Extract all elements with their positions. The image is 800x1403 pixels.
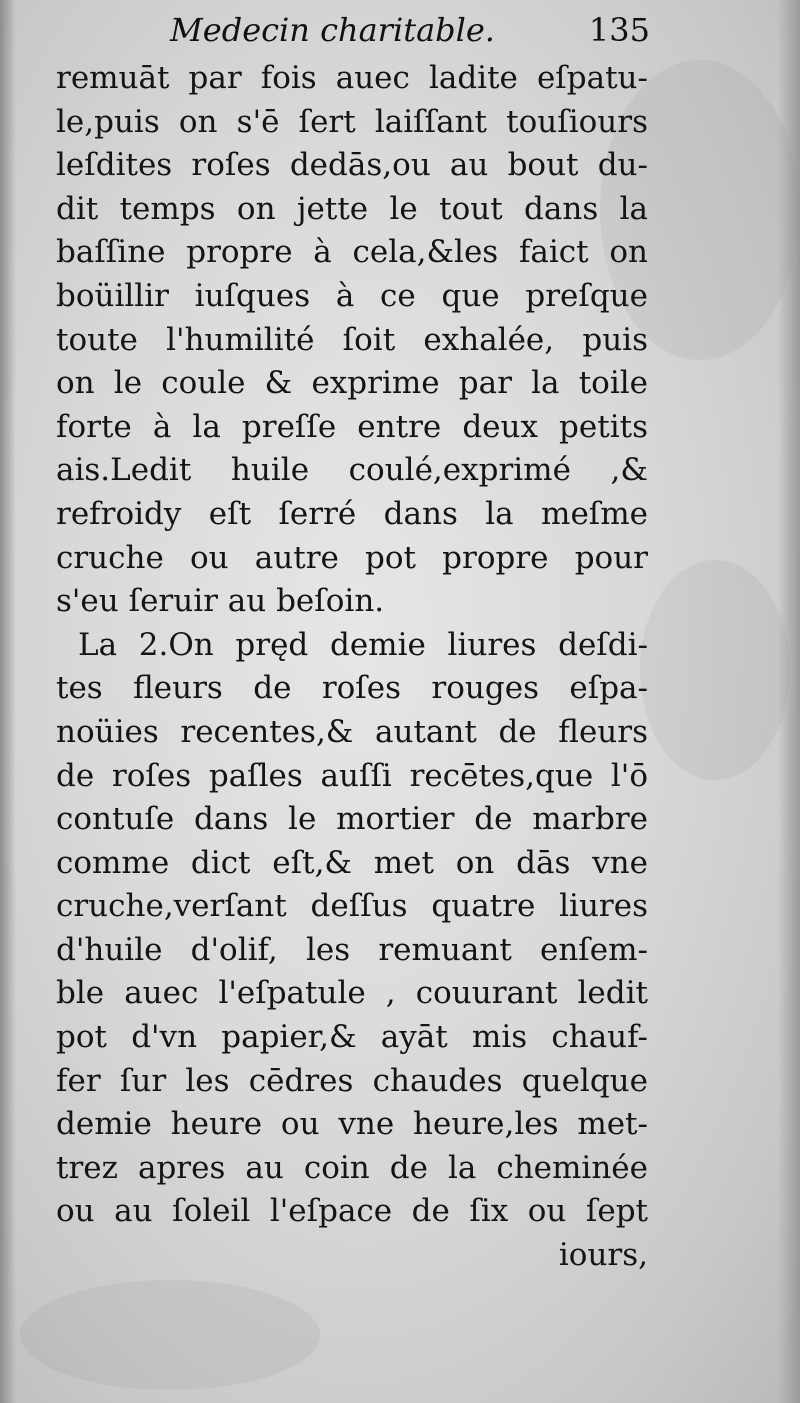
text-line: cruche,verſant deſſus quatre liures: [56, 888, 648, 925]
text-line: contuſe dans le mortier de marbre: [56, 801, 648, 838]
running-title: Medecin charitable.: [170, 11, 495, 49]
text-line: trez apres au coin de la cheminée: [56, 1149, 648, 1186]
text-line: boüillir iuſques à ce que preſque: [56, 277, 648, 314]
text-line: on le coule & exprime par la toile: [56, 365, 648, 402]
body-text: [56, 57, 648, 1278]
page-header: [170, 6, 650, 52]
text-line: ble auec l'eſpatule , couurant ledit: [56, 975, 648, 1012]
text-line: demie heure ou vne heure,les met-: [56, 1106, 648, 1143]
text-line: refroidy eſt ſerré dans la meſme: [56, 495, 648, 532]
text-line: fer ſur les cēdres chaudes quelque: [56, 1062, 648, 1099]
text-line: ou au ſoleil l'eſpace de ſix ou ſept: [56, 1193, 648, 1230]
text-line: le,puis on s'ē ſert laiſſant touſiours: [56, 103, 648, 140]
text-line: baſſine propre à cela,&les faict on: [56, 234, 648, 271]
text-line: ais.Ledit huile coulé,exprimé ,&: [56, 452, 648, 489]
text-line: cruche ou autre pot propre pour: [56, 539, 648, 576]
text-line: de roſes paſles auſſi recētes,que l'ō: [56, 757, 648, 794]
paper-stain: [640, 560, 790, 780]
text-line: tes fleurs de roſes rouges eſpa-: [56, 670, 648, 707]
text-line: toute l'humilité ſoit exhalée, puis: [56, 321, 648, 358]
text-line: d'huile d'olif, les remuant enſem-: [56, 931, 648, 968]
text-line: comme dict eſt,& met on dās vne: [56, 844, 648, 881]
paper-stain: [20, 1280, 320, 1390]
paragraph-start-line: La 2.On pręd demie liures deſdi-: [78, 626, 648, 663]
text-line: noüies recentes,& autant de fleurs: [56, 713, 648, 750]
page-number: 135: [588, 11, 650, 49]
text-line: dit temps on jette le tout dans la: [56, 190, 648, 227]
text-line: pot d'vn papier,& ayāt mis chauf-: [56, 1019, 648, 1056]
text-line: leſdites roſes dedās,ou au bout du-: [56, 147, 648, 184]
text-line: s'eu ſeruir au beſoin.: [56, 583, 385, 620]
text-line: remuāt par fois auec ladite eſpatu-: [56, 60, 648, 96]
catchword-line: iours,: [558, 1237, 648, 1274]
text-line: forte à la preſſe entre deux petits: [56, 408, 648, 445]
